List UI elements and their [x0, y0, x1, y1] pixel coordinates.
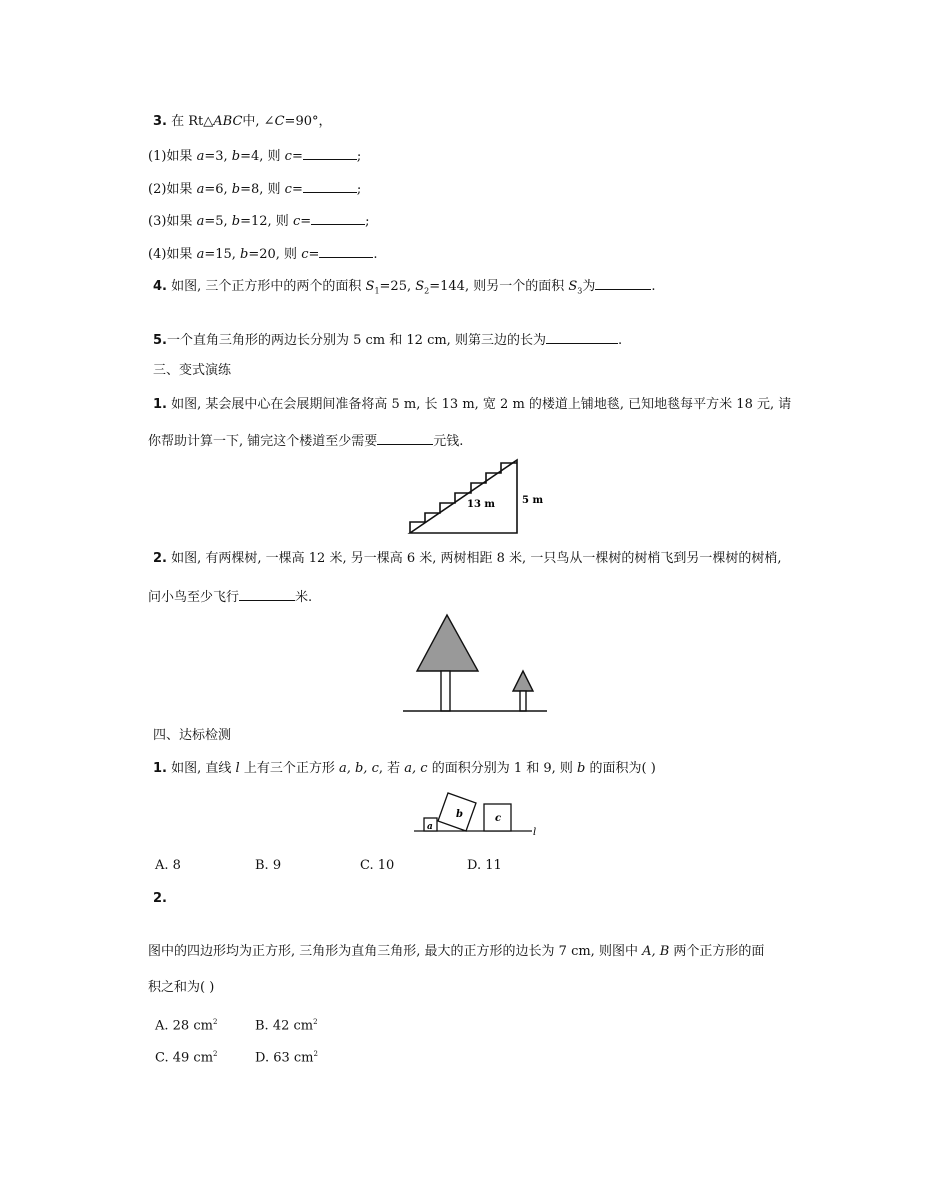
t2-line-2: 积之和为( ): [148, 980, 215, 995]
t2-option-a[interactable]: A. 28 $cm^2$: [155, 1018, 218, 1034]
section-heading-4: 四、达标检测: [153, 728, 232, 743]
short-tree-trunk: [520, 691, 526, 711]
tall-tree-crown: [417, 615, 478, 671]
t1-stem: 1. 如图, 直线 l 上有三个正方形 a, b, c, 若 a, c 的面积分别为 1 和 9, 则 b 的面积为( ): [153, 761, 656, 776]
q3-item-1: (1)如果 a=3, b=4, 则 c= ;: [148, 149, 362, 164]
svg-text:l: l: [533, 827, 537, 838]
q3-stem: 3. 在 Rt△ABC中, ∠C=90°，: [153, 114, 332, 129]
answer-blank[interactable]: [303, 180, 357, 193]
answer-blank[interactable]: [546, 331, 618, 344]
answer-blank[interactable]: [595, 277, 651, 290]
t1-option-a[interactable]: A. 8: [155, 858, 181, 873]
answer-blank[interactable]: [239, 588, 295, 601]
t2-option-d[interactable]: D. 63 $cm^2$: [255, 1050, 318, 1066]
q4-stem: 4. 如图, 三个正方形中的两个的面积 $S_1=25$, $S_2=144$, 则另一个的面积 $S_3$为 .: [153, 279, 656, 296]
t1-option-b[interactable]: B. 9: [255, 858, 282, 873]
answer-blank[interactable]: [319, 245, 373, 258]
t2-option-b[interactable]: B. 42 $cm^2$: [255, 1018, 318, 1034]
p2-line-2: 问小鸟至少飞行 米.: [148, 590, 313, 605]
stairs-hyp-label: 13 m: [467, 499, 495, 510]
trees-figure: [400, 612, 550, 716]
stairs-height-label: 5 m: [522, 495, 544, 506]
squares-on-line-figure: [410, 788, 545, 838]
p2-line-1: 2. 如图, 有两棵树, 一棵高 12 米, 另一棵高 6 米, 两树相距 8 米, 一只鸟从一棵树的树梢飞到另一棵树的树梢,: [153, 551, 782, 566]
q3-item-3: (3)如果 a=5, b=12, 则 c= ;: [148, 214, 370, 229]
t1-option-c[interactable]: C. 10: [360, 858, 395, 873]
t2-option-c[interactable]: C. 49 $cm^2$: [155, 1050, 218, 1066]
short-tree-crown: [513, 671, 533, 691]
t2-line-1: 图中的四边形均为正方形, 三角形为直角三角形, 最大的正方形的边长为 7 cm, 则图中 A, B 两个正方形的面: [148, 944, 765, 959]
answer-blank[interactable]: [303, 147, 357, 160]
p1-line-2: 你帮助计算一下, 铺完这个楼道至少需要 元钱.: [148, 434, 464, 449]
section-heading-3: 三、变式演练: [153, 363, 232, 378]
q3-item-2: (2)如果 a=6, b=8, 则 c= ;: [148, 182, 362, 197]
svg-text:b: b: [456, 809, 463, 820]
svg-text:a: a: [427, 822, 433, 832]
q3-item-4: (4)如果 a=15, b=20, 则 c= .: [148, 247, 378, 262]
q5-stem: 5.一个直角三角形的两边长分别为 5 cm 和 12 cm, 则第三边的长为 .: [153, 333, 623, 348]
answer-blank[interactable]: [377, 432, 433, 445]
tall-tree-trunk: [441, 671, 450, 711]
t2-number: 2.: [153, 891, 167, 906]
svg-text:c: c: [495, 813, 502, 824]
t1-option-d[interactable]: D. 11: [467, 858, 502, 873]
answer-blank[interactable]: [311, 212, 365, 225]
p1-line-1: 1. 如图, 某会展中心在会展期间准备将高 5 m, 长 13 m, 宽 2 m 的楼道上铺地毯, 已知地毯每平方米 18 元, 请: [153, 397, 792, 412]
staircase-figure: [405, 456, 550, 536]
